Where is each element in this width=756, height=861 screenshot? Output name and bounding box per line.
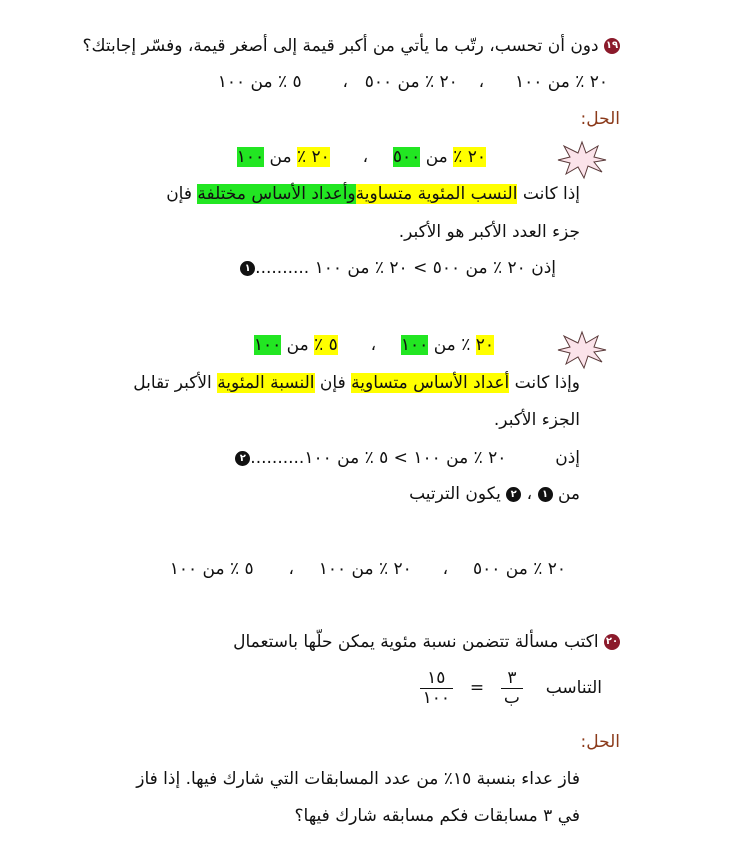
q19-question-text: دون أن تحسب، رتّب ما يأتي من أكبر قيمة إلى أصغر قيمة، وفسّر إجابتك؟ bbox=[82, 36, 599, 56]
part2-conclusion-so: إذن bbox=[555, 448, 580, 468]
q19-item-3: ٥ ٪ من ١٠٠ bbox=[217, 72, 302, 92]
fraction-1-denominator: ب bbox=[503, 687, 520, 708]
q19-item-1: ٢٠ ٪ من ١٠٠ bbox=[514, 72, 608, 92]
q20-proportion-line bbox=[420, 668, 602, 708]
part2-rule-text-b: فإن bbox=[314, 373, 352, 393]
part1-conclusion-line bbox=[240, 256, 556, 280]
q19-question-line bbox=[83, 34, 620, 58]
part2-from-b: من bbox=[286, 335, 309, 355]
fraction-2-numerator: ١٥ bbox=[420, 669, 453, 689]
part1-rule-highlight-equal: النسب المئوية متساوية bbox=[355, 184, 518, 204]
q20-question-line bbox=[233, 630, 620, 654]
part2-conclusion-line bbox=[235, 446, 580, 470]
part1-conclusion-text: إذن ٢٠ ٪ من ٥٠٠ > ٢٠ ٪ من ١٠٠ .......... bbox=[255, 258, 556, 278]
part2-conclusion-text: ٢٠ ٪ من ١٠٠ > ٥ ٪ من ١٠٠.......... bbox=[250, 448, 507, 468]
q19-separator-1: ، bbox=[478, 72, 485, 92]
marker-2-ref-icon: ٢ bbox=[506, 487, 521, 502]
final-order-sep-2: ، bbox=[288, 559, 294, 579]
fraction-3-over-b bbox=[501, 669, 523, 708]
part1-rule-text-b: فإن bbox=[166, 184, 198, 204]
order-intro-line bbox=[409, 482, 580, 506]
part2-base-b: ١٠٠ bbox=[253, 335, 282, 355]
q20-solution-line-2: في ٣ مسابقات فكم مسابقه شارك فيها؟ bbox=[294, 806, 580, 826]
marker-2-icon: ٢ bbox=[235, 451, 250, 466]
part1-base-b: ١٠٠ bbox=[236, 147, 265, 167]
order-separator: ، bbox=[526, 484, 533, 504]
part1-pct-a: ٢٠ ٪ bbox=[453, 147, 486, 167]
q20-question-text: اكتب مسألة تتضمن نسبة مئوية يمكن حلّها باستعمال bbox=[233, 632, 599, 652]
final-order-line bbox=[170, 557, 566, 581]
part2-rule-highlight-base-equal: أعداد الأساس متساوية bbox=[351, 373, 510, 393]
q19-item-2: ٢٠ ٪ من ٥٠٠ bbox=[364, 72, 458, 92]
part2-pct-a: ٢٠ bbox=[475, 335, 494, 355]
part2-rule-highlight-percent: النسبة المئوية bbox=[217, 373, 315, 393]
final-order-2: ٢٠ ٪ من ١٠٠ bbox=[318, 559, 412, 579]
q19-items-line bbox=[218, 70, 608, 94]
part2-pairs-line bbox=[254, 333, 494, 357]
part1-pairs-line bbox=[237, 145, 486, 169]
part2-rule-line-2: الجزء الأكبر. bbox=[493, 410, 580, 430]
marker-1-ref-icon: ١ bbox=[538, 487, 553, 502]
order-from: من bbox=[557, 484, 580, 504]
final-order-1: ٢٠ ٪ من ٥٠٠ bbox=[472, 559, 566, 579]
solution-heading-1: الحل: bbox=[580, 109, 620, 129]
q19-separator-2: ، bbox=[342, 72, 348, 92]
part1-from-a: من bbox=[425, 147, 448, 167]
starburst-icon-2 bbox=[556, 330, 610, 372]
order-label: يكون الترتيب bbox=[409, 484, 501, 504]
q20-solution-line-1: فاز عداء بنسبة ١٥٪ من عدد المسابقات التي شارك فيها. إذا فاز bbox=[136, 769, 580, 789]
fraction-2-denominator: ١٠٠ bbox=[422, 687, 451, 708]
question-number-20: ٢٠ bbox=[604, 634, 620, 650]
part2-rule-text-c: الأكبر تقابل bbox=[133, 373, 218, 393]
question-number-19: ١٩ bbox=[604, 38, 620, 54]
proportion-label: التناسب bbox=[545, 678, 602, 698]
part1-rule-highlight-different: وأعداد الأساس مختلفة bbox=[197, 184, 356, 204]
part2-rule-line-1 bbox=[133, 371, 580, 395]
part2-rule-text-a: وإذا كانت bbox=[509, 373, 580, 393]
equals-sign: = bbox=[469, 678, 485, 698]
fraction-1-numerator: ٣ bbox=[501, 669, 523, 689]
part1-from-b: من bbox=[269, 147, 292, 167]
part1-separator: ، bbox=[362, 147, 369, 167]
part2-pct-b: ٥ ٪ bbox=[314, 335, 338, 355]
part1-rule-line-2: جزء العدد الأكبر هو الأكبر. bbox=[398, 222, 580, 242]
part1-base-a: ٥٠٠ bbox=[392, 147, 421, 167]
part1-rule-text-a: إذا كانت bbox=[517, 184, 580, 204]
part2-separator: ، bbox=[370, 335, 377, 355]
solution-heading-2: الحل: bbox=[580, 732, 620, 752]
final-order-sep-1: ، bbox=[442, 559, 449, 579]
marker-1-icon: ١ bbox=[240, 261, 255, 276]
final-order-3: ٥ ٪ من ١٠٠ bbox=[169, 559, 254, 579]
fraction-15-over-100 bbox=[420, 669, 453, 708]
part1-pct-b: ٢٠ ٪ bbox=[296, 147, 330, 167]
part2-from-a: من bbox=[433, 335, 456, 355]
part1-rule-line-1 bbox=[166, 182, 580, 206]
part2-base-a: ١٠٠ bbox=[400, 335, 429, 355]
starburst-icon-1 bbox=[556, 140, 610, 182]
part2-sign-a: ٪ bbox=[461, 335, 471, 355]
